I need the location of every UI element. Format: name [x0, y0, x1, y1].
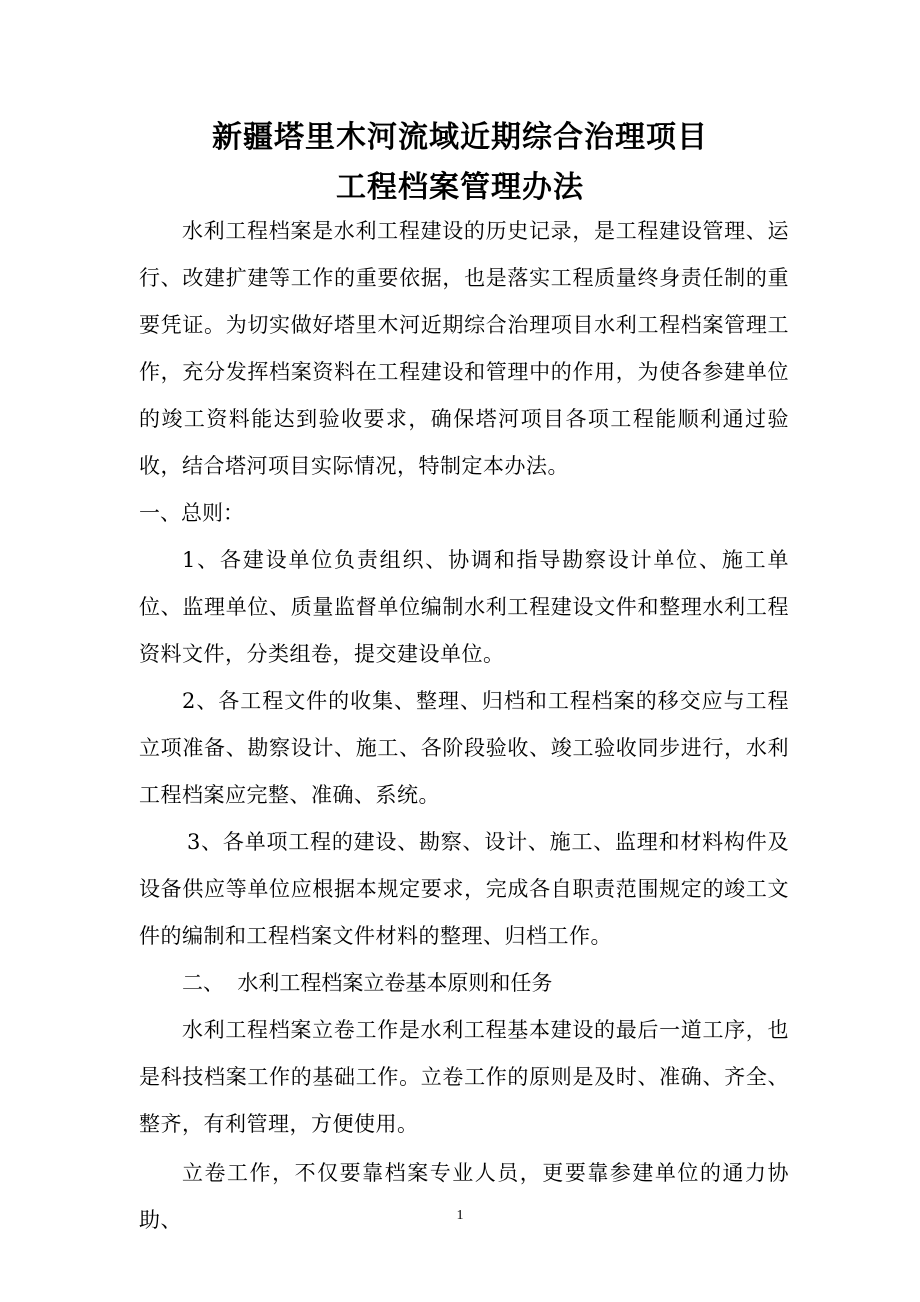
page-number: 1	[456, 1208, 464, 1223]
document-body	[139, 208, 789, 1244]
document-title-line1: 新疆塔里木河流域近期综合治理项目	[212, 120, 708, 155]
document-title-line2: 工程档案管理办法	[336, 170, 584, 205]
section1-item-1: 1、各建设单位负责组织、协调和指导勘察设计单位、施工单位、监理单位、质量监督单位编制水利工程建设文件和整理水利工程资料文件，分类组卷，提交建设单位。	[139, 548, 789, 666]
section2-paragraph-1: 水利工程档案立卷工作是水利工程基本建设的最后一道工序，也是科技档案工作的基础工作。立卷工作的原则是及时、准确、齐全、整齐，有利管理，方便使用。	[139, 1018, 789, 1136]
section1-heading: 一、总则：	[139, 501, 244, 525]
intro-paragraph: 水利工程档案是水利工程建设的历史记录，是工程建设管理、运行、改建扩建等工作的重要依据，也是落实工程质量终身责任制的重要凭证。为切实做好塔里木河近期综合治理项目水利工程档案管理工作，充分发挥档案资料在工程建设和管理中的作用，为使各参建单位的竣工资料能达到验收要求，确保塔河项目各项工程能顺利通过验收，结合塔河项目实际情况，特制定本办法。	[139, 219, 789, 478]
section2-paragraph-2: 立卷工作，不仅要靠档案专业人员，更要靠参建单位的通力协助、	[139, 1161, 789, 1232]
section1-item-2: 2、各工程文件的收集、整理、归档和工程档案的移交应与工程立项准备、勘察设计、施工、各阶段验收、竣工验收同步进行，水利工程档案应完整、准确、系统。	[139, 689, 789, 807]
section1-item-3: 3、各单项工程的建设、勘察、设计、施工、监理和材料构件及设备供应等单位应根据本规定要求，完成各自职责范围规定的竣工文件的编制和工程档案文件材料的整理、归档工作。	[139, 830, 789, 948]
section2-heading: 二、 水利工程档案立卷基本原则和任务	[182, 971, 553, 995]
